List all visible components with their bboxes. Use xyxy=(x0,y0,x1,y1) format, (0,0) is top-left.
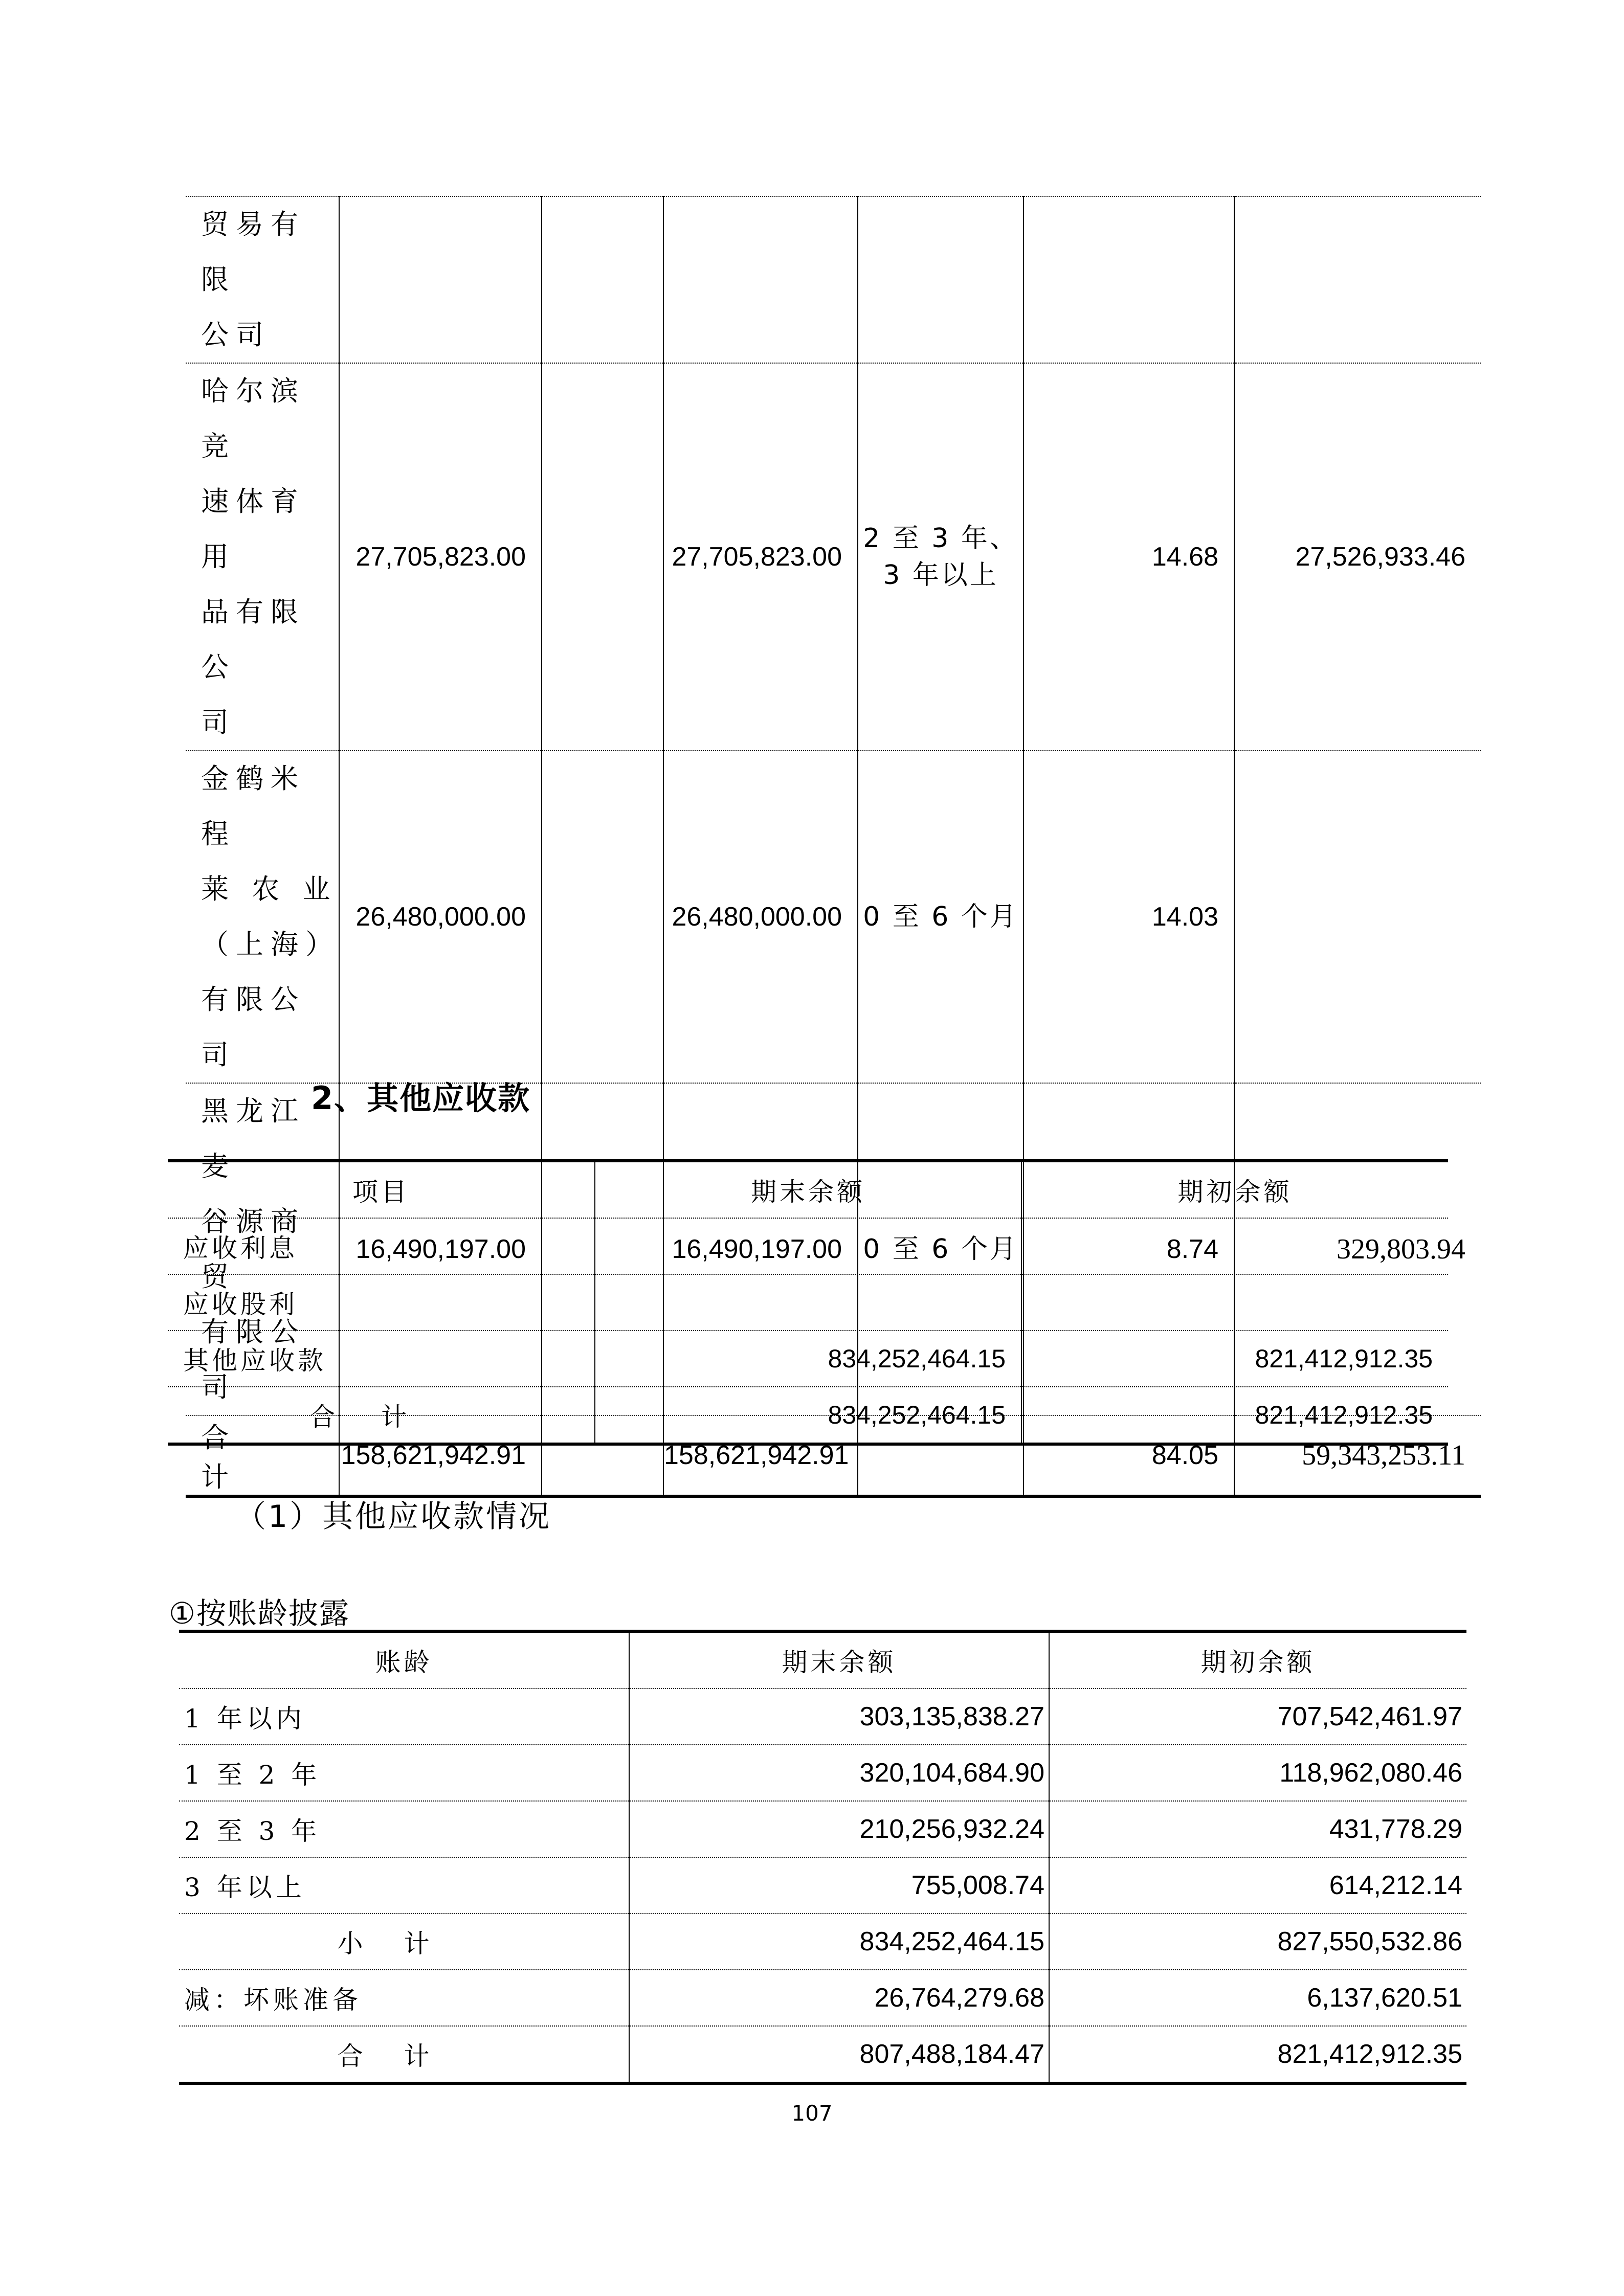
aging-cell: 2 至 3 年、 3 年以上 xyxy=(858,363,1024,751)
provision-cell: 329,803.94 xyxy=(1234,1083,1481,1415)
row-label: 减：坏账准备 xyxy=(179,1970,629,2026)
table-row xyxy=(179,1801,1466,1857)
book-balance-cell: 16,490,197.00 xyxy=(663,1083,858,1415)
total-label: 合计 xyxy=(179,2026,629,2083)
row-label: 应收股利 xyxy=(168,1274,595,1331)
ending-balance-cell xyxy=(339,196,542,363)
beginning-balance-cell: 118,962,080.46 xyxy=(1049,1745,1466,1801)
row-label: 3 年以上 xyxy=(179,1857,629,1914)
ending-balance-cell: 834,252,464.15 xyxy=(595,1331,1021,1387)
book-balance-cell: 27,705,823.00 xyxy=(663,363,858,751)
subtotal-row xyxy=(179,1914,1466,1970)
table-row xyxy=(186,751,1481,1083)
total-ending-balance: 158,621,942.91 xyxy=(339,1415,542,1496)
column-header: 账龄 xyxy=(179,1631,629,1689)
empty-cell xyxy=(542,751,663,1083)
company-name: 贸易有限 公司 xyxy=(186,196,339,363)
company-name: 黑龙江麦 谷源商贸 有限公司 xyxy=(186,1083,339,1415)
ending-balance-cell xyxy=(595,1218,1021,1274)
total-book-balance: 158,621,942.91 xyxy=(663,1415,858,1496)
total-beginning-balance: 821,412,912.35 xyxy=(1021,1387,1448,1444)
beginning-balance-cell: 614,212.14 xyxy=(1049,1857,1466,1914)
table-row xyxy=(168,1218,1448,1274)
row-label: 2 至 3 年 xyxy=(179,1801,629,1857)
beginning-balance-cell: 707,542,461.97 xyxy=(1049,1689,1466,1745)
total-row xyxy=(179,2026,1466,2083)
total-label: 合计 xyxy=(168,1387,595,1444)
column-header: 期初余额 xyxy=(1021,1161,1448,1218)
subsection-heading: （1）其他应收款情况 xyxy=(235,1499,552,1535)
section-heading: 2、其他应收款 xyxy=(311,1079,531,1117)
ending-balance-cell: 26,480,000.00 xyxy=(339,751,542,1083)
ending-balance-cell: 320,104,684.90 xyxy=(629,1745,1049,1801)
total-ending-balance: 807,488,184.47 xyxy=(629,2026,1049,2083)
bad-debt-provision-row xyxy=(179,1970,1466,2026)
ratio-cell xyxy=(1024,196,1234,363)
empty-cell xyxy=(542,363,663,751)
ending-balance-cell: 27,705,823.00 xyxy=(339,363,542,751)
provision-cell xyxy=(1234,751,1481,1083)
subtotal-label: 小计 xyxy=(179,1914,629,1970)
provision-cell xyxy=(1234,196,1481,363)
ending-balance-cell: 303,135,838.27 xyxy=(629,1689,1049,1745)
table-header-row xyxy=(179,1631,1466,1689)
ending-balance-cell: 210,256,932.24 xyxy=(629,1801,1049,1857)
row-label: 其他应收款 xyxy=(168,1331,595,1387)
book-balance-cell: 26,480,000.00 xyxy=(663,751,858,1083)
ratio-cell: 14.68 xyxy=(1024,363,1234,751)
total-label: 合计 xyxy=(186,1415,339,1496)
column-header: 期末余额 xyxy=(629,1631,1049,1689)
ending-balance-cell: 755,008.74 xyxy=(629,1857,1049,1914)
table-row xyxy=(186,363,1481,751)
ending-balance-cell: 16,490,197.00 xyxy=(339,1083,542,1415)
row-label: 1 年以内 xyxy=(179,1689,629,1745)
empty-cell xyxy=(542,196,663,363)
table-row xyxy=(168,1331,1448,1387)
company-name: 哈尔滨竞 速体育用 品有限公 司 xyxy=(186,363,339,751)
aging-cell xyxy=(858,196,1024,363)
company-name: 金鹤米程 莱 农 业 （上海） 有限公司 xyxy=(186,751,339,1083)
beginning-balance-cell: 821,412,912.35 xyxy=(1021,1331,1448,1387)
ending-balance-cell xyxy=(595,1274,1021,1331)
row-label: 1 至 2 年 xyxy=(179,1745,629,1801)
table-row xyxy=(186,196,1481,363)
total-ending-balance: 834,252,464.15 xyxy=(595,1387,1021,1444)
table-header-row xyxy=(168,1161,1448,1218)
ratio-cell: 8.74 xyxy=(1024,1083,1234,1415)
column-header: 期末余额 xyxy=(595,1161,1021,1218)
table-row xyxy=(179,1689,1466,1745)
provision-cell: 27,526,933.46 xyxy=(1234,363,1481,751)
table-row xyxy=(168,1274,1448,1331)
aging-disclosure-heading: ①按账龄披露 xyxy=(169,1596,350,1631)
row-label: 应收利息 xyxy=(168,1218,595,1274)
subtotal-beginning-balance: 827,550,532.86 xyxy=(1049,1914,1466,1970)
table-row xyxy=(179,1857,1466,1914)
total-row xyxy=(168,1387,1448,1444)
beginning-balance-cell xyxy=(1021,1274,1448,1331)
total-ratio: 84.05 xyxy=(1024,1415,1234,1496)
aging-cell: 0 至 6 个月 xyxy=(858,751,1024,1083)
other-receivables-summary-table xyxy=(168,1159,1448,1446)
total-provision: 59,343,253.11 xyxy=(1234,1415,1481,1496)
beginning-balance-cell: 6,137,620.51 xyxy=(1049,1970,1466,2026)
page-number: 107 xyxy=(791,2101,833,2126)
table-row xyxy=(179,1745,1466,1801)
ending-balance-cell: 26,764,279.68 xyxy=(629,1970,1049,2026)
column-header: 期初余额 xyxy=(1049,1631,1466,1689)
beginning-balance-cell xyxy=(1021,1218,1448,1274)
ratio-cell: 14.03 xyxy=(1024,751,1234,1083)
beginning-balance-cell: 431,778.29 xyxy=(1049,1801,1466,1857)
book-balance-cell xyxy=(663,196,858,363)
total-beginning-balance: 821,412,912.35 xyxy=(1049,2026,1466,2083)
subtotal-ending-balance: 834,252,464.15 xyxy=(629,1914,1049,1970)
aging-cell: 0 至 6 个月 xyxy=(858,1083,1024,1415)
aging-disclosure-table xyxy=(179,1630,1466,2085)
column-header: 项目 xyxy=(168,1161,595,1218)
